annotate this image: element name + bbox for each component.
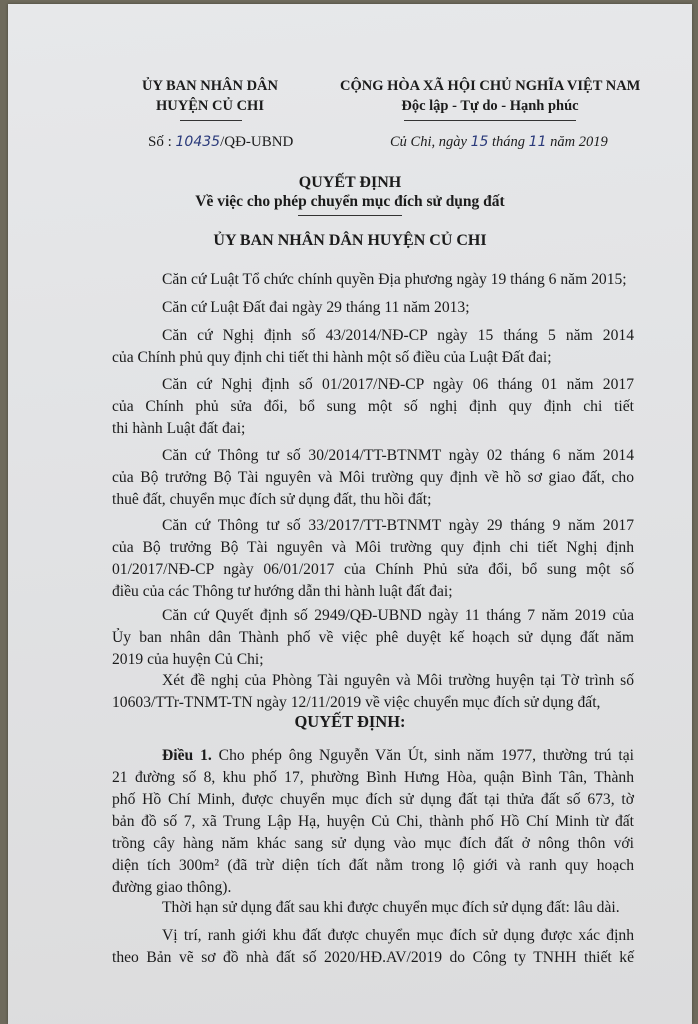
issuer-line2: HUYỆN CỦ CHI <box>156 98 264 114</box>
authority-heading: ỦY BAN NHÂN DÂN HUYỆN CỦ CHI <box>213 232 487 249</box>
document-number: Số : 10435/QĐ-UBND <box>148 134 294 150</box>
basis-1: Căn cứ Luật Tổ chức chính quyền Địa phương ngày 19 tháng 6 năm 2015; <box>162 271 627 288</box>
basis-3: Căn cứ Nghị định số 43/2014/NĐ-CP ngày 15 tháng 5 năm 2014 của Chính phủ quy định chi tiết thi hành một số điều của Luật Đất đai; <box>112 327 634 366</box>
basis-5: Căn cứ Thông tư số 30/2014/TT-BTNMT ngày 02 tháng 6 năm 2014 của Bộ trưởng Bộ Tài nguyên và Môi trường quy định về hồ sơ giao đất, cho thuê đất, chuyển mục đích sử dụng đất, thu hồi đất; <box>112 447 634 508</box>
subject-underline <box>298 215 402 216</box>
document-subject: Về việc cho phép chuyển mục đích sử dụng đất <box>195 193 505 210</box>
article-1: Điều 1. Cho phép ông Nguyễn Văn Út, sinh năm 1977, thường trú tại 21 đường số 8, khu phố 17, phường Bình Hưng Hòa, quận Bình Tân, Thành phố Hồ Chí Minh, được chuyển mục đích sử dụng đất tại thửa đất số 673, tờ bản đồ số 7, xã Trung Lập Hạ, huyện Củ Chi, thành phố Hồ Chí Minh từ đất trồng cây hàng năm khác sang sử dụng vào mục đích đất ở nông thôn với diện tích 300m² (đã trừ diện tích đất nằm trong lộ giới và ranh quy hoạch đường giao thông). <box>112 747 635 896</box>
decision-heading: QUYẾT ĐỊNH: <box>294 712 406 731</box>
basis-2: Căn cứ Luật Đất đai ngày 29 tháng 11 năm 2013; <box>162 299 470 316</box>
basis-4: Căn cứ Nghị định số 01/2017/NĐ-CP ngày 06 tháng 01 năm 2017 của Chính phủ sửa đổi, bổ sung một số nghị định quy định chi tiết thi hành Luật đất đai; <box>112 376 634 437</box>
motto-underline <box>404 120 576 121</box>
handwritten-day: 15 <box>470 134 489 150</box>
issuer-line1: ỦY BAN NHÂN DÂN <box>141 78 278 94</box>
handwritten-month: 11 <box>528 134 547 150</box>
basis-7: Căn cứ Quyết định số 2949/QĐ-UBND ngày 11 tháng 7 năm 2019 của Ủy ban nhân dân Thành phố về việc phê duyệt kế hoạch sử dụng đất năm 2019 của huyện Củ Chi; <box>112 607 634 668</box>
document-title: QUYẾT ĐỊNH <box>298 174 402 191</box>
national-motto: Độc lập - Tự do - Hạnh phúc <box>401 98 579 114</box>
issuer-underline <box>180 120 242 121</box>
handwritten-number: 10435 <box>175 134 221 150</box>
document-page <box>8 4 692 1024</box>
basis-8: Xét đề nghị của Phòng Tài nguyên và Môi trường huyện tại Tờ trình số 10603/TTr-TNMT-TN ngày 12/11/2019 về việc chuyển mục đích sử dụng đất, <box>112 672 634 711</box>
basis-6: Căn cứ Thông tư số 33/2017/TT-BTNMT ngày 29 tháng 9 năm 2017 của Bộ trưởng Bộ Tài nguyên và Môi trường quy định chi tiết Nghị định 01/2017/NĐ-CP ngày 06/01/2017 của Chính Phủ sửa đổi, bổ sung một số điều của các Thông tư hướng dẫn thi hành luật đất đai; <box>112 517 634 600</box>
article-1-label: Điều 1. <box>162 747 212 764</box>
national-title: CỘNG HÒA XÃ HỘI CHỦ NGHĨA VIỆT NAM <box>340 78 641 94</box>
land-location: Vị trí, ranh giới khu đất được chuyển mục đích sử dụng được xác định theo Bản vẽ sơ đồ nhà đất số 2020/HĐ.AV/2019 do Công ty TNHH thiết kế <box>112 927 634 966</box>
land-use-term: Thời hạn sử dụng đất sau khi được chuyển mục đích sử dụng đất: lâu dài. <box>162 899 620 916</box>
document-date: Củ Chi, ngày 15 tháng 11 năm 2019 <box>390 134 608 150</box>
